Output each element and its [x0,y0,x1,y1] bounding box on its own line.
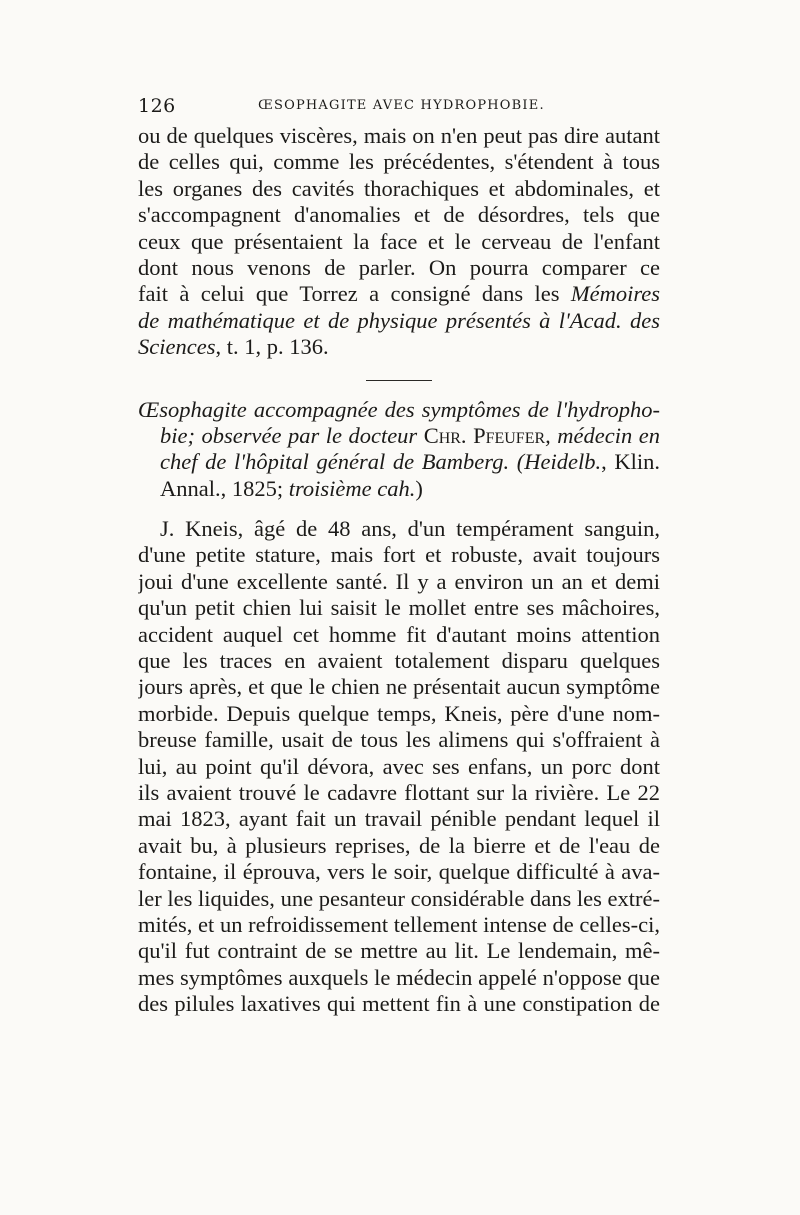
text-line: dont nous venons de parler. On pourra comparer ce [138,254,660,280]
text-segment: , médecin en [545,422,660,448]
title-line [138,476,660,502]
title-line [138,423,660,449]
title-line [138,449,660,475]
text-line: fontaine, il éprouva, vers le soir, quelque difficulté à ava- [138,859,660,885]
text-segment: Sciences [138,334,216,360]
article-title [138,397,660,503]
running-head: ŒSOPHAGITE AVEC HYDROPHOBIE. [258,98,545,113]
text-segment: , t. 1, p. 136. [215,334,329,360]
text-segment: Heidelb. [524,449,602,475]
intro-paragraph [138,123,660,361]
text-segment: Annal., 1825; [160,475,289,501]
text-segment: , Klin. [601,449,660,475]
author-name: Chr. Pfeufer [423,422,546,448]
book-page [138,95,660,1018]
text-line: breuse famille, usait de tous les alimens qui s'offraient à [138,727,660,753]
text-line: des pilules laxatives qui mettent fin à une constipation de [138,991,660,1017]
text-line: ils avaient trouvé le cadavre flottant sur la rivière. Le 22 [138,779,660,805]
text-segment: ) [415,475,423,501]
text-line: de celles qui, comme les précédentes, s'étendent à tous [138,149,660,175]
page-header [138,95,660,123]
text-segment: bie; observée par le docteur [160,422,424,448]
text-line: qu'un petit chien lui saisit le mollet entre ses mâchoires, [138,595,660,621]
text-segment: fait à celui que Torrez a consigné dans les [138,281,571,307]
text-line: jours après, et que le chien ne présentait aucun symptôme [138,674,660,700]
main-paragraph [138,516,660,1017]
text-line: accident auquel cet homme fit d'autant moins attention [138,621,660,647]
text-segment: troisième cah. [288,475,416,501]
page-number: 126 [138,95,176,117]
text-line: avait bu, à plusieurs reprises, de la bierre et de l'eau de [138,832,660,858]
text-line [138,334,660,360]
text-line: d'une petite stature, mais fort et robuste, avait toujours [138,542,660,568]
text-line: de mathématique et de physique présentés à l'Acad. des [138,307,660,333]
text-line: mai 1823, ayant fait un travail pénible pendant lequel il [138,806,660,832]
text-line: J. Kneis, âgé de 48 ans, d'un tempérament sanguin, [160,516,660,542]
text-line: morbide. Depuis quelque temps, Kneis, père d'une nom- [138,700,660,726]
text-segment: chef de l'hôpital général de Bamberg. ( [160,449,525,475]
title-line: Œsophagite accompagnée des symptômes de l'hydropho- [138,396,660,422]
text-line: que les traces en avaient totalement disparu quelques [138,648,660,674]
memoires-title: Mémoires [570,281,660,307]
text-line: mités, et un refroidissement tellement intense de celles-ci, [138,911,660,937]
text-line: joui d'une excellente santé. Il y a environ un an et demi [138,568,660,594]
text-line: mes symptômes auxquels le médecin appelé n'oppose que [138,964,660,990]
text-line: les organes des cavités thorachiques et abdominales, et [138,175,660,201]
text-line: s'accompagnent d'anomalies et de désordres, tels que [138,202,660,228]
text-line: qu'il fut contraint de se mettre au lit. Le lendemain, mê- [138,938,660,964]
text-line: ou de quelques viscères, mais on n'en peut pas dire autant [138,123,660,148]
section-separator [366,380,432,381]
text-line: ceux que présentaient la face et le cerveau de l'enfant [138,228,660,254]
text-line: ler les liquides, une pesanteur considérable dans les extré- [138,885,660,911]
text-line [138,281,660,307]
text-line: lui, au point qu'il dévora, avec ses enfans, un porc dont [138,753,660,779]
